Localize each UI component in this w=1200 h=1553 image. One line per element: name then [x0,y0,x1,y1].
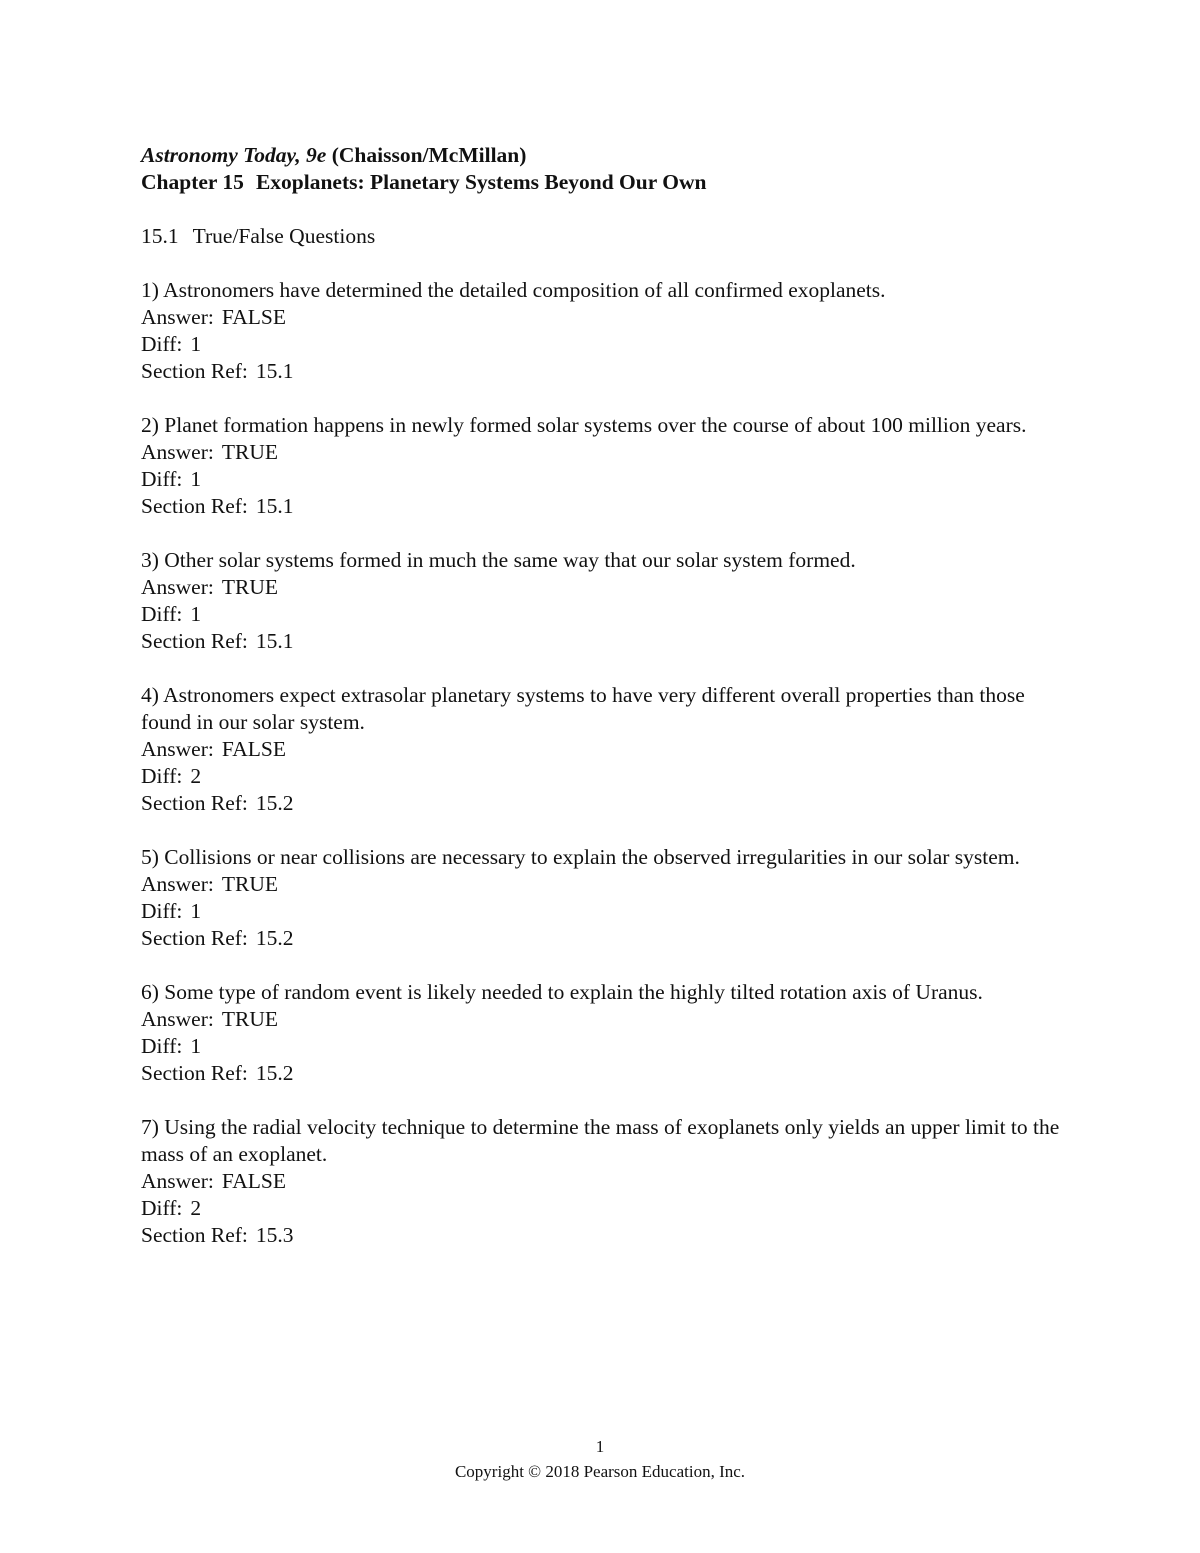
diff-label: Diff: [141,899,183,923]
section-ref-value: 15.2 [255,791,294,815]
question-item [141,1114,1061,1249]
answer-label: Answer: [141,737,214,761]
chapter-line [141,169,1061,196]
answer-line [141,871,1061,898]
answer-line [141,1006,1061,1033]
section-heading [141,223,1061,250]
diff-line [141,898,1061,925]
section-ref-value: 15.2 [255,926,294,950]
diff-value: 1 [190,1034,202,1058]
book-authors: (Chaisson/McMillan) [331,143,527,167]
section-ref-value: 15.3 [255,1223,294,1247]
page-content [141,142,1061,1249]
diff-line [141,763,1061,790]
question-item [141,277,1061,385]
answer-line [141,574,1061,601]
section-ref-value: 15.1 [255,359,294,383]
answer-line [141,304,1061,331]
diff-label: Diff: [141,764,183,788]
question-item [141,979,1061,1087]
answer-label: Answer: [141,305,214,329]
question-text: 3) Other solar systems formed in much the same way that our solar system formed. [141,548,856,572]
question-item [141,547,1061,655]
diff-value: 2 [190,1196,202,1220]
diff-label: Diff: [141,1196,183,1220]
diff-line [141,1195,1061,1222]
chapter-title: Exoplanets: Planetary Systems Beyond Our Own [255,170,707,194]
answer-value: TRUE [221,575,278,599]
question-text: 6) Some type of random event is likely needed to explain the highly tilted rotation axis of Uranus. [141,980,983,1004]
answer-label: Answer: [141,1007,214,1031]
diff-line [141,466,1061,493]
section-ref-value: 15.2 [255,1061,294,1085]
diff-label: Diff: [141,602,183,626]
question-text: 4) Astronomers expect extrasolar planetary systems to have very different overall properties than those found in our solar system. [141,683,1025,734]
section-ref-label: Section Ref: [141,926,248,950]
section-ref-value: 15.1 [255,494,294,518]
section-ref-label: Section Ref: [141,791,248,815]
answer-value: TRUE [221,872,278,896]
question-item [141,412,1061,520]
section-ref-line [141,1060,1061,1087]
diff-line [141,1033,1061,1060]
section-ref-line [141,1222,1061,1249]
diff-line [141,331,1061,358]
answer-line [141,1168,1061,1195]
section-ref-line [141,790,1061,817]
answer-line [141,736,1061,763]
section-ref-label: Section Ref: [141,629,248,653]
question-item [141,844,1061,952]
diff-value: 1 [190,899,202,923]
section-number: 15.1 [141,224,179,248]
answer-label: Answer: [141,1169,214,1193]
diff-label: Diff: [141,467,183,491]
diff-label: Diff: [141,332,183,356]
answer-value: FALSE [221,737,286,761]
section-ref-line [141,628,1061,655]
answer-value: FALSE [221,305,286,329]
question-text: 2) Planet formation happens in newly formed solar systems over the course of about 100 million years. [141,413,1027,437]
diff-value: 1 [190,467,202,491]
chapter-number: Chapter 15 [141,170,244,194]
answer-line [141,439,1061,466]
diff-value: 2 [190,764,202,788]
section-ref-line [141,493,1061,520]
section-ref-line [141,358,1061,385]
answer-label: Answer: [141,575,214,599]
section-ref-value: 15.1 [255,629,294,653]
answer-value: FALSE [221,1169,286,1193]
book-line [141,142,1061,169]
question-text: 1) Astronomers have determined the detailed composition of all confirmed exoplanets. [141,278,886,302]
section-ref-label: Section Ref: [141,1223,248,1247]
section-ref-label: Section Ref: [141,1061,248,1085]
section-ref-label: Section Ref: [141,359,248,383]
page-number: 1 [595,1437,605,1456]
diff-line [141,601,1061,628]
section-title: True/False Questions [192,224,376,248]
copyright-notice: Copyright © 2018 Pearson Education, Inc. [454,1462,746,1481]
question-text: 7) Using the radial velocity technique to determine the mass of exoplanets only yields an upper limit to the mass of an exoplanet. [141,1115,1060,1166]
book-title: Astronomy Today, 9e [141,143,327,167]
answer-label: Answer: [141,440,214,464]
question-text: 5) Collisions or near collisions are necessary to explain the observed irregularities in our solar system. [141,845,1020,869]
diff-value: 1 [190,332,202,356]
answer-value: TRUE [221,1007,278,1031]
diff-label: Diff: [141,1034,183,1058]
diff-value: 1 [190,602,202,626]
answer-label: Answer: [141,872,214,896]
section-ref-line [141,925,1061,952]
section-ref-label: Section Ref: [141,494,248,518]
answer-value: TRUE [221,440,278,464]
question-item [141,682,1061,817]
